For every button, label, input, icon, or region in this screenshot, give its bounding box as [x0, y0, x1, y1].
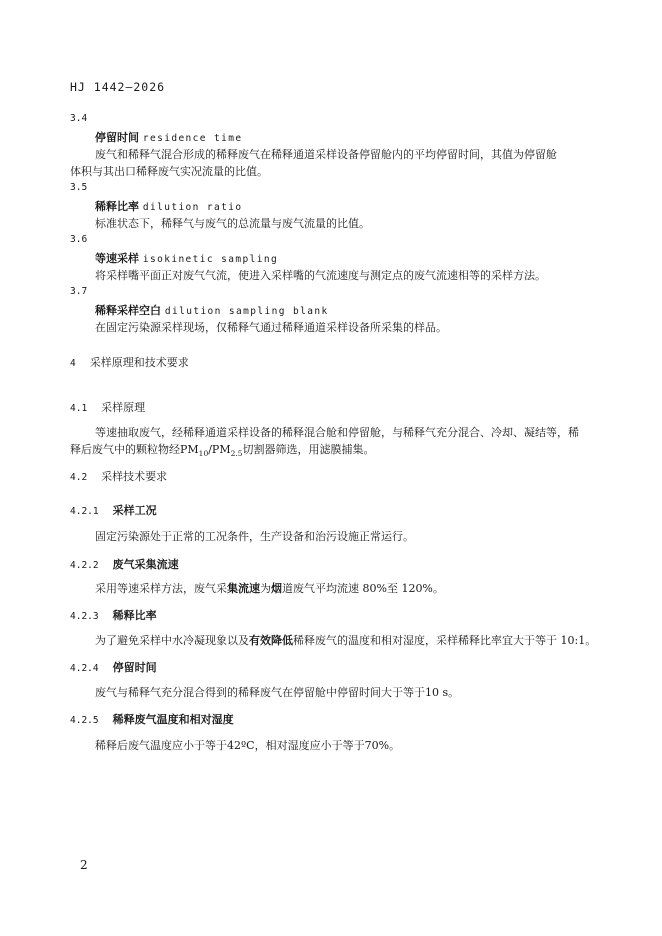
term-en: dilution sampling blank: [164, 306, 329, 317]
text-run: 释后废气中的颗粒物经PM: [70, 443, 199, 456]
clause-heading: [70, 607, 157, 623]
text-run: /PM: [208, 443, 231, 456]
clause-number: 3.7: [70, 286, 88, 297]
text-run: 切割器筛选，用滤膜捕集。: [242, 443, 375, 456]
term-zh: 稀释比率: [95, 200, 139, 213]
section-heading: [70, 354, 189, 370]
definition-text: 体积与其出口稀释废气实况流量的比值。: [70, 165, 268, 178]
term-heading: [95, 129, 243, 145]
text-run: 为了避免采样中水冷凝现象以及: [95, 634, 249, 647]
page-number: 2: [80, 858, 88, 872]
section-number: 4.1: [70, 403, 88, 414]
section-number: 4: [70, 358, 76, 369]
paragraph-text: 固定污染源处于正常的工况条件，生产设备和治污设施正常运行。: [95, 530, 414, 543]
clause-heading: [70, 659, 157, 675]
text-run: 采用等速采样方法，废气采: [95, 582, 227, 595]
clause-number: 3.4: [70, 113, 88, 124]
section-number: 4.2.5: [70, 715, 99, 726]
subsection-heading: [70, 468, 167, 484]
section-title: 废气采集流速: [112, 558, 179, 571]
term-en: dilution ratio: [142, 202, 243, 213]
term-en: residence time: [142, 133, 243, 144]
section-title: 停留时间: [112, 661, 157, 674]
clause-number: 3.6: [70, 234, 88, 245]
paragraph-text: [95, 580, 444, 596]
bold-run: 烟: [271, 582, 282, 595]
definition-text: 标准状态下，稀释气与废气的总流量与废气流量的比值。: [95, 217, 370, 230]
paragraph-text: [70, 441, 375, 458]
section-title: 采样技术要求: [101, 470, 168, 483]
text-run: 为: [260, 582, 271, 595]
subscript: 10: [198, 449, 209, 459]
section-title: 稀释比率: [112, 609, 157, 622]
paragraph-text: 废气与稀释气充分混合得到的稀释废气在停留舱中停留时间大于等于10 s。: [95, 686, 460, 699]
paragraph-text: 稀释后废气温度应小于等于42ºC，相对湿度应小于等于70%。: [95, 739, 401, 752]
definition-text: 在固定污染源采样现场，仅稀释气通过稀释通道采样设备所采集的样品。: [95, 321, 447, 334]
term-zh: 停留时间: [95, 131, 139, 144]
term-heading: [95, 198, 243, 214]
standard-header: HJ 1442—2026: [70, 80, 166, 94]
bold-run: 集流速: [227, 582, 260, 595]
clause-heading: [70, 502, 157, 518]
term-en: isokinetic sampling: [142, 254, 279, 265]
paragraph-text: [95, 632, 596, 648]
term-heading: [95, 302, 329, 318]
bold-run: 有效降低: [249, 634, 293, 647]
section-number: 4.2: [70, 472, 88, 483]
section-number: 4.2.3: [70, 611, 99, 622]
term-zh: 等速采样: [95, 252, 139, 265]
subsection-heading: [70, 399, 145, 415]
section-number: 4.2.1: [70, 506, 99, 517]
text-run: 道废气平均流速 80%至 120%。: [282, 582, 444, 595]
section-title: 采样工况: [112, 504, 157, 517]
section-title: 采样原理: [101, 401, 146, 414]
section-number: 4.2.4: [70, 663, 99, 674]
clause-heading: [70, 711, 234, 727]
clause-heading: [70, 556, 179, 572]
paragraph-text: 等速抽取废气，经稀释通道采样设备的稀释混合舱和停留舱，与稀释气充分混合、冷却、凝结等，稀: [95, 426, 579, 439]
section-title: 采样原理和技术要求: [89, 356, 189, 369]
term-heading: [95, 250, 278, 266]
definition-text: 废气和稀释气混合形成的稀释废气在稀释通道采样设备停留舱内的平均停留时间，其值为停留舱: [95, 148, 557, 161]
text-run: 稀释废气的温度和相对湿度，采样稀释比率宜大于等于 10:1。: [293, 634, 597, 647]
clause-number: 3.5: [70, 182, 88, 193]
section-title: 稀释废气温度和相对湿度: [112, 713, 234, 726]
term-zh: 稀释采样空白: [95, 304, 161, 317]
definition-text: 将采样嘴平面正对废气气流，使进入采样嘴的气流速度与测定点的废气流速相等的采样方法。: [95, 269, 546, 282]
section-number: 4.2.2: [70, 560, 99, 571]
subscript: 2.5: [230, 449, 243, 459]
